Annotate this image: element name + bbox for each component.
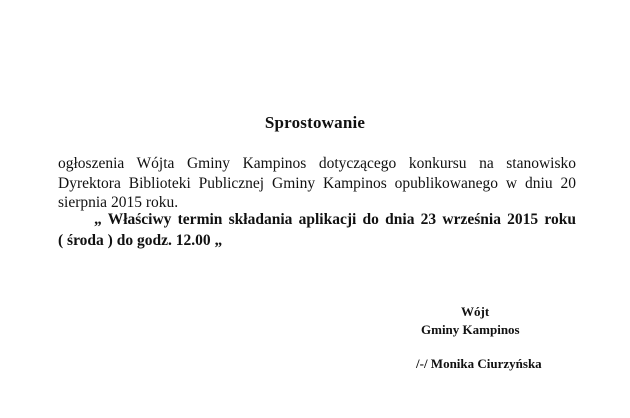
document-title: Sprostowanie (264, 113, 366, 132)
announcement-body (58, 154, 576, 213)
correction-line-2: ( środa ) do godz. 12.00 „ (58, 232, 223, 249)
signature-role: Wójt (461, 304, 490, 319)
body-line-3: sierpnia 2015 roku. (58, 194, 179, 211)
body-line-2: Dyrektora Biblioteki Publicznej Gminy Kampinos opublikowanego w dniu 20 (58, 174, 576, 192)
signature-office: Gminy Kampinos (421, 322, 520, 337)
signature-name: /-/ Monika Ciurzyńska (416, 356, 542, 371)
correction-line-1: „ Właściwy termin składania aplikacji do dnia 23 września 2015 roku (94, 211, 576, 228)
correction-statement (58, 209, 576, 251)
body-line-1: ogłoszenia Wójta Gminy Kampinos dotyczącego konkursu na stanowisko (58, 155, 576, 172)
